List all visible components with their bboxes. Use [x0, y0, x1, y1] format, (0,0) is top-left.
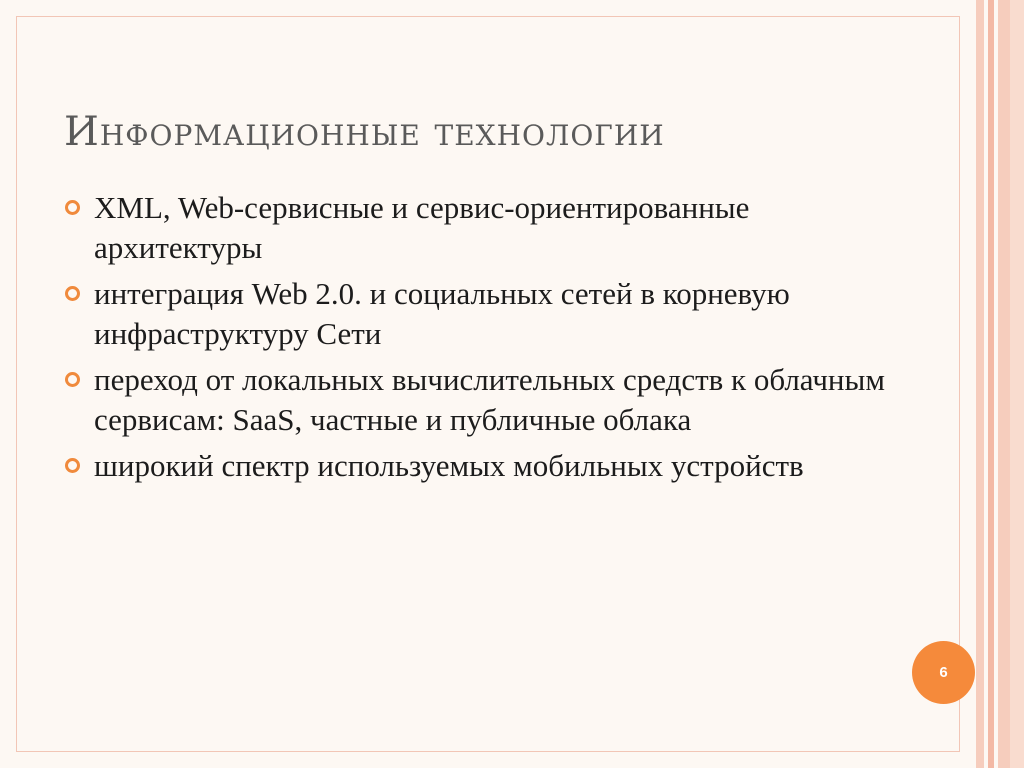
circle-bullet-icon	[65, 200, 80, 215]
bullet-list	[64, 188, 894, 492]
slide-title: Информационные технологии	[64, 109, 665, 155]
decor-stripe	[998, 0, 1010, 768]
decor-stripe	[1010, 0, 1024, 768]
bullet-text: широкий спектр используемых мобильных устройств	[94, 448, 804, 483]
bullet-text: переход от локальных вычислительных средств к облачным сервисам: SaaS, частные и публичные облака	[94, 362, 885, 437]
page-number-badge	[912, 641, 975, 704]
bullet-item	[64, 446, 894, 486]
bullet-text: XML, Web-сервисные и сервис-ориентированные архитектуры	[94, 190, 750, 265]
bullet-item	[64, 188, 894, 268]
circle-bullet-icon	[65, 286, 80, 301]
bullet-item	[64, 274, 894, 354]
decor-stripe	[976, 0, 984, 768]
bullet-item	[64, 360, 894, 440]
bullet-text: интеграция Web 2.0. и социальных сетей в корневую инфраструктуру Сети	[94, 276, 790, 351]
page-number: 6	[939, 664, 948, 681]
circle-bullet-icon	[65, 458, 80, 473]
circle-bullet-icon	[65, 372, 80, 387]
